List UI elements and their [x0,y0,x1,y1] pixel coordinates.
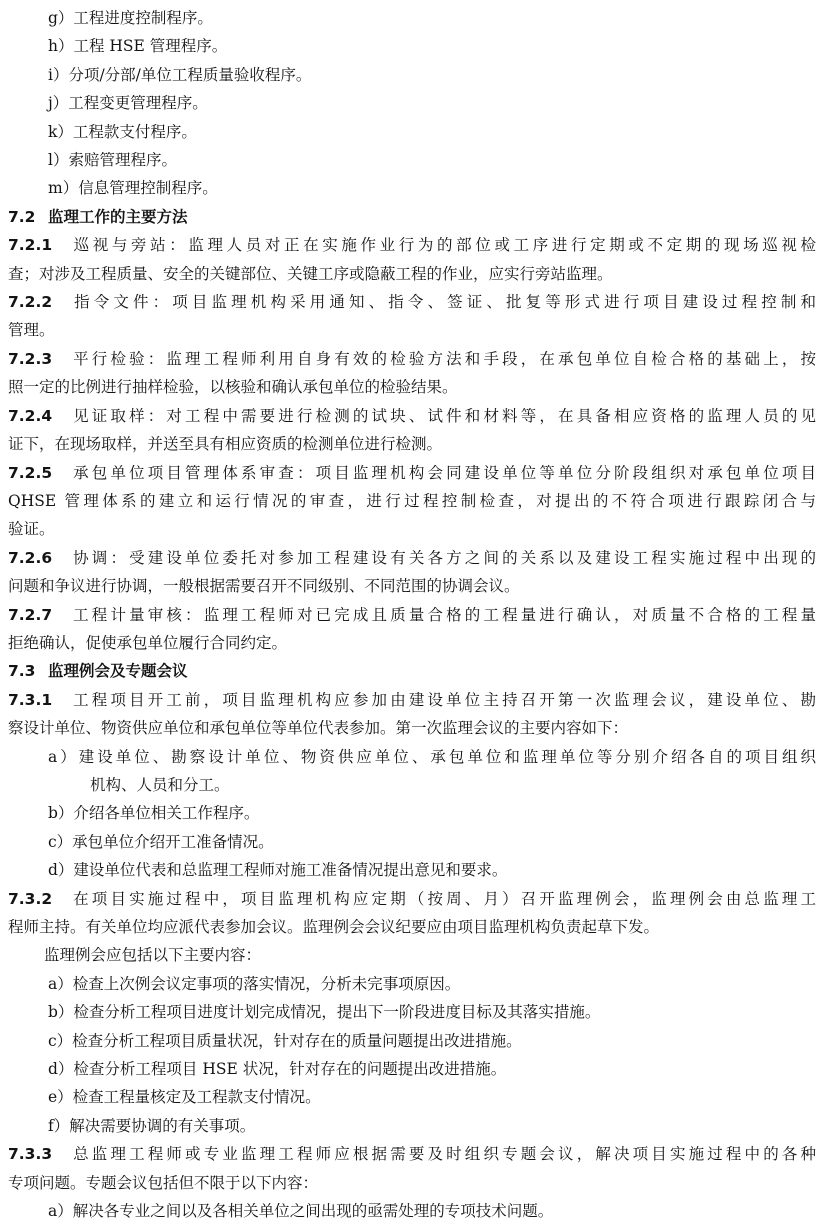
clause-number: 7.3.3 [8,1145,53,1164]
clause-number: 7.2.2 [8,293,53,312]
clause-text: 工程计量审核：监理工程师对已完成且质量合格的工程量进行确认，对质量不合格的工程量 [70,605,816,624]
clause-text: 专项问题。专题会议包括但不限于以下内容： [8,1173,319,1192]
clause-text: 证下，在现场取样，并送至具有相应资质的检测单位进行检测。 [8,435,443,454]
clause-text: 在项目实施过程中，项目监理机构应定期（按周、月）召开监理例会，监理例会由总监理工 [70,889,816,908]
clause [8,544,816,572]
clause-text: 平行检验：监理工程师利用自身有效的检验方法和手段，在承包单位自检合格的基础上，按 [70,349,816,368]
list-item: c）检查分析工程项目质量状况，针对存在的质量问题提出改进措施。 [48,1031,522,1050]
section-number: 7.3 [8,662,36,681]
clause-number: 7.2.7 [8,605,53,624]
list-item: f）解决需要协调的有关事项。 [48,1116,256,1135]
clause [8,345,816,373]
clause-number: 7.2.3 [8,349,53,368]
clause-text: QHSE 管理体系的建立和运行情况的审查，进行过程控制检查，对提出的不符合项进行跟踪闭合与 [8,491,816,510]
clause [8,1140,816,1168]
clause-text: 拒绝确认，促使承包单位履行合同约定。 [8,633,288,652]
clause [8,402,816,430]
list-item: g）工程进度控制程序。 [48,9,213,27]
clause-number: 7.3.1 [8,690,53,709]
clause [8,601,816,629]
clause-text: 工程项目开工前，项目监理机构应参加由建设单位主持召开第一次监理会议，建设单位、勘 [70,690,816,709]
section-heading [8,203,816,231]
clause-text: 总监理工程师或专业监理工程师应根据需要及时组织专题会议，解决项目实施过程中的各种 [70,1145,816,1164]
clause [8,231,816,259]
list-item: d）建设单位代表和总监理工程师对施工准备情况提出意见和要求。 [48,861,508,880]
list-item: h）工程 HSE 管理程序。 [48,37,228,56]
clause-number: 7.2.6 [8,548,53,567]
clause [8,288,816,316]
section-number: 7.2 [8,207,36,226]
clause [8,686,816,714]
clause-text: 管理。 [8,321,55,340]
list-item: c）承包单位介绍开工准备情况。 [48,832,274,851]
section-title: 监理例会及专题会议 [48,662,188,681]
clause-text: 见证取样：对工程中需要进行检测的试块、试件和材料等，在具备相应资格的监理人员的见 [70,406,816,425]
clause-number: 7.2.4 [8,406,53,425]
clause-text: 问题和争议进行协调，一般根据需要召开不同级别、不同范围的协调会议。 [8,577,520,596]
list-item: a）解决各专业之间以及各相关单位之间出现的亟需处理的专项技术问题。 [48,1202,554,1221]
section-heading [8,657,816,685]
clause-text: 查；对涉及工程质量、安全的关键部位、关键工序或隐蔽工程的作业，应实行旁站监理。 [8,264,613,283]
clause-number: 7.2.5 [8,463,53,482]
clause [8,459,816,487]
clause-text: 验证。 [8,520,55,539]
clause-text: 指令文件：项目监理机构采用通知、指令、签证、批复等形式进行项目建设过程控制和 [70,293,816,312]
clause-text: 协调：受建设单位委托对参加工程建设有关各方之间的关系以及建设工程实施过程中出现的 [70,548,816,567]
list-item: m）信息管理控制程序。 [48,179,218,198]
clause-text: 程师主持。有关单位均应派代表参加会议。监理例会会议纪要应由项目监理机构负责起草下发。 [8,918,660,936]
list-item: d）检查分析工程项目 HSE 状况，针对存在的问题提出改进措施。 [48,1060,507,1079]
clause [8,885,816,913]
list-item: j）工程变更管理程序。 [48,94,208,113]
clause-text: 承包单位项目管理体系审查：项目监理机构会同建设单位等单位分阶段组织对承包单位项目 [70,463,816,482]
list-item: a）检查上次例会议定事项的落实情况，分析未完事项原因。 [48,974,461,993]
list-item: e）检查工程量核定及工程款支付情况。 [48,1088,321,1107]
list-item-continuation: 机构、人员和分工。 [90,775,230,794]
list-item: a）建设单位、勘察设计单位、物资供应单位、承包单位和监理单位等分别介绍各自的项目组织 [48,747,816,766]
list-item: l）索赔管理程序。 [48,151,177,170]
paragraph-intro: 监理例会应包括以下主要内容： [44,946,262,965]
clause-number: 7.3.2 [8,889,53,908]
clause-text: 巡视与旁站：监理人员对正在实施作业行为的部位或工序进行定期或不定期的现场巡视检 [70,236,816,255]
list-item: k）工程款支付程序。 [48,122,197,141]
clause-text: 照一定的比例进行抽样检验，以核验和确认承包单位的检验结果。 [8,378,458,397]
section-title: 监理工作的主要方法 [48,207,188,226]
list-item: i）分项/分部/单位工程质量验收程序。 [48,65,312,84]
list-item: b）检查分析工程项目进度计划完成情况，提出下一阶段进度目标及其落实措施。 [48,1003,601,1022]
list-item: b）介绍各单位相关工作程序。 [48,804,260,823]
clause-number: 7.2.1 [8,236,53,255]
clause-text: 察设计单位、物资供应单位和承包单位等单位代表参加。第一次监理会议的主要内容如下： [8,719,629,738]
